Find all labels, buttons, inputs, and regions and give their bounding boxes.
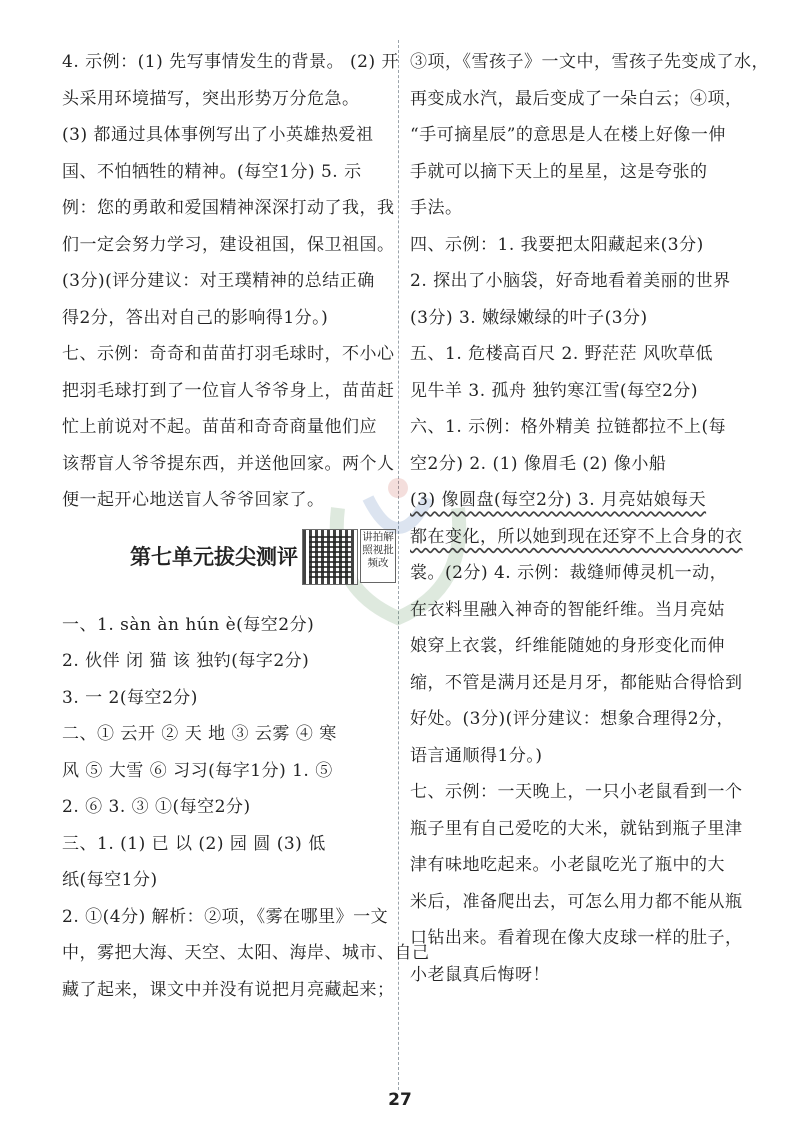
text-line: 好处。(3分)(评分建议：想象合理得2分， [410,709,735,729]
text-line: (3) 像圆盘(每空2分) 3. 月亮姑娘每天 [410,490,707,510]
text-line: 七、示例：奇奇和苗苗打羽毛球时，不小心 [62,344,395,364]
text-line: 手就可以摘下天上的星星，这是夸张的 [410,161,708,182]
text-line: 把羽毛球打到了一位盲人爷爷身上，苗苗赶 [62,380,395,401]
text-line: 2. ⑥ 3. ③ ①(每空2分) [62,797,251,817]
text-line: (3) 都通过具体事例写出了小英雄热爱祖 [62,125,374,145]
text-line: 再变成水汽，最后变成了一朵白云；④项， [410,88,743,109]
left-column [62,44,430,1008]
text-line: 一、1. sàn àn hún è(每空2分) [62,614,315,635]
text-line: 米后，准备爬出去，可怎么用力都不能从瓶 [410,891,743,912]
text-line: 2. ①(4分) 解析：②项，《雾在哪里》一文 [62,906,389,927]
unit-heading [62,529,394,607]
text-line: 津有味地吃起来。小老鼠吃光了瓶中的大 [410,855,725,875]
text-line: 纸(每空1分) [62,870,158,890]
text-line: “手可摘星辰”的意思是人在楼上好像一伸 [410,125,726,145]
text-line: 藏了起来，课文中并没有说把月亮藏起来； [62,979,395,1000]
text-line: 空2分) 2. (1) 像眉毛 (2) 像小船 [410,453,667,474]
text-line: 六、1. 示例：格外精美 拉链都拉不上(每 [410,417,727,437]
text-line: (3分)(评分建议：对王璞精神的总结正确 [62,271,375,291]
text-line: (3分) 3. 嫩绿嫩绿的叶子(3分) [410,307,648,328]
text-line: 忙上前说对不起。苗苗和奇奇商量他们应 [62,417,377,437]
text-line: 瓶子里有自己爱吃的大米，就钻到瓶子里津 [410,818,743,839]
text-line: 四、示例：1. 我要把太阳藏起来(3分) [410,234,704,255]
text-line: 五、1. 危楼高百尺 2. 野茫茫 风吹草低 [410,344,714,364]
text-line: 中，雾把大海、天空、太阳、海岸、城市、自己 [62,943,430,963]
text-line: 都在变化，所以她到现在还穿不上合身的衣 [410,526,743,547]
right-column [410,44,769,993]
text-line: 2. 伙伴 闭 猫 该 独钓(每字2分) [62,651,310,671]
text-line: 国、不怕牺牲的精神。(每空1分) 5. 示 [62,161,362,182]
text-line: 三、1. (1) 已 以 (2) 园 圆 (3) 低 [62,833,326,854]
text-line: 二、① 云开 ② 天 地 ③ 云雾 ④ 寒 [62,724,337,744]
text-line: 见牛羊 3. 孤舟 独钓寒江雪(每空2分) [410,380,699,401]
page-number: 27 [388,1090,412,1110]
text-line: 手法。 [410,198,463,218]
text-line: 语言通顺得1分。) [410,745,543,766]
qr-label: 讲拍解照视批频改 [360,529,396,583]
text-line: 2. 探出了小脑袋，好奇地看着美丽的世界 [410,271,731,291]
text-line: 们一定会努力学习，建设祖国，保卫祖国。 [62,234,395,255]
text-line: 得2分，答出对自己的影响得1分。) [62,307,329,328]
unit-title: 第七单元拔尖测评 [130,544,298,569]
text-line: 例：您的勇敢和爱国精神深深打动了我，我 [62,198,395,218]
text-line: 裳。(2分) 4. 示例：裁缝师傅灵机一动， [410,563,728,583]
qr-code-icon[interactable] [302,529,358,585]
text-line: 头采用环境描写，突出形势万分危急。 [62,88,360,109]
text-line: ③项，《雪孩子》一文中，雪孩子先变成了水， [410,52,769,72]
text-line: 该帮盲人爷爷提东西，并送他回家。两个人 [62,453,395,474]
text-line: 4. 示例：(1) 先写事情发生的背景。 (2) 开 [62,52,399,72]
text-line: 风 ⑤ 大雪 ⑥ 习习(每字1分) 1. ⑤ [62,760,333,781]
text-line: 口钻出来。看着现在像大皮球一样的肚子， [410,928,743,948]
text-line: 缩，不管是满月还是月牙，都能贴合得恰到 [410,672,743,693]
text-line: 便一起开心地送盲人爷爷回家了。 [62,490,325,510]
text-line: 3. 一 2(每空2分) [62,687,198,708]
text-line: 在衣料里融入神奇的智能纤维。当月亮姑 [410,599,725,620]
text-line: 七、示例：一天晚上，一只小老鼠看到一个 [410,782,743,802]
text-line: 小老鼠真后悔呀！ [410,964,550,985]
text-line: 娘穿上衣裳，纤维能随她的身形变化而伸 [410,636,725,656]
